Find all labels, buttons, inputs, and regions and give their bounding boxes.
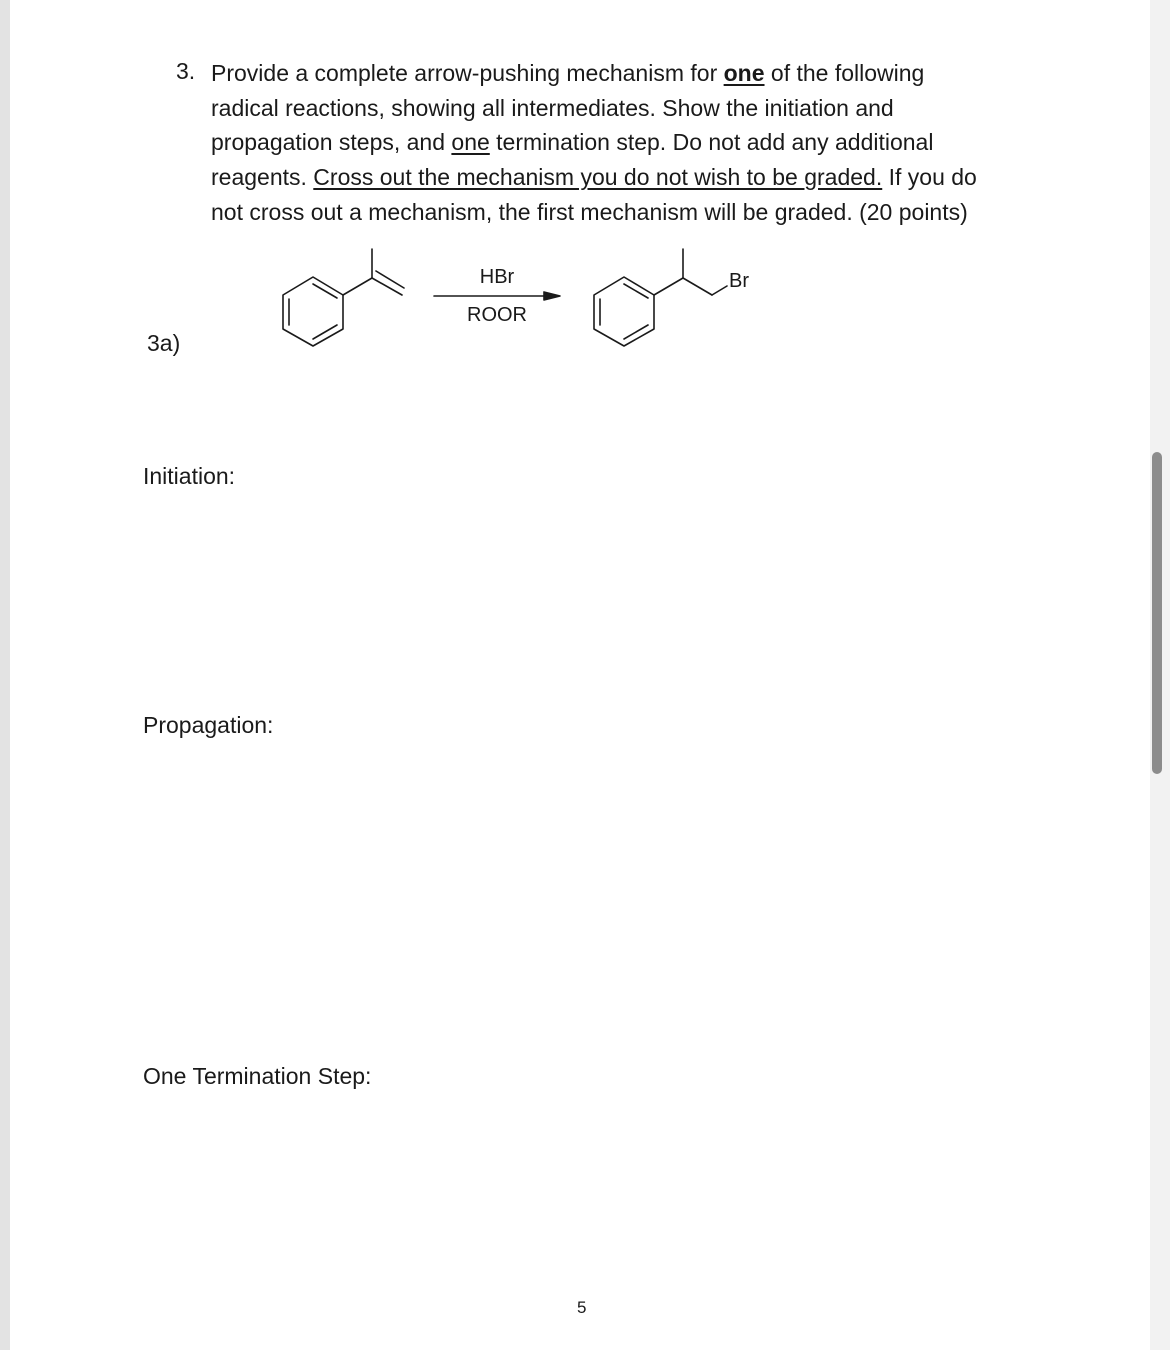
- scrollbar-thumb[interactable]: [1152, 452, 1162, 774]
- termination-heading: One Termination Step:: [143, 1063, 372, 1089]
- product-benzene-ring: [594, 277, 654, 346]
- emphasis-one: one: [723, 60, 765, 86]
- initiation-heading: Initiation:: [143, 463, 236, 489]
- question-line-2: radical reactions, showing all intermediates. Show the initiation and: [211, 94, 894, 121]
- propagation-heading: Propagation:: [143, 712, 274, 738]
- reagent-hbr: HBr: [479, 266, 515, 288]
- reactant-alkene-chain: [343, 249, 404, 295]
- question-line-4: reagents. Cross out the mechanism you do not wish to be graded. If you do: [211, 164, 977, 191]
- cross-out-instruction: Cross out the mechanism you do not wish to be graded.: [313, 164, 883, 191]
- question-line-1: Provide a complete arrow-pushing mechanism for one of the following: [211, 60, 925, 86]
- question-line-5: not cross out a mechanism, the first mechanism will be graded. (20 points): [211, 198, 968, 225]
- product-alkyl-chain: [654, 249, 727, 295]
- emphasis-one-termination: one: [451, 129, 490, 156]
- reactant-benzene-ring: [283, 277, 343, 346]
- product-bromine-label: Br: [729, 270, 749, 292]
- question-number: 3.: [176, 58, 196, 84]
- reagent-roor: ROOR: [467, 304, 527, 326]
- page-number: 5: [577, 1298, 587, 1317]
- reaction-arrow: [434, 292, 560, 300]
- question-line-3: propagation steps, and one termination step. Do not add any additional: [211, 129, 934, 156]
- part-label-3a: 3a): [147, 330, 181, 356]
